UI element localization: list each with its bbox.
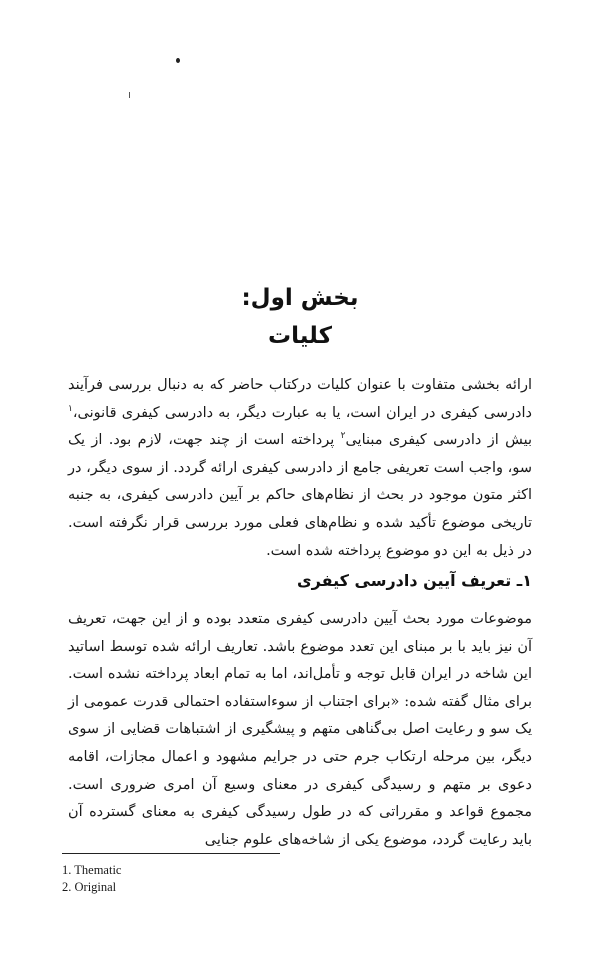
footnotes-list	[62, 862, 121, 896]
part-title: بخش اول:	[241, 285, 359, 311]
footnote-ref-2: ۲	[340, 431, 346, 442]
section-title: کلیات	[268, 323, 332, 349]
footnote-divider	[62, 853, 280, 854]
definition-paragraph: موضوعات مورد بحث آیین دادرسی کیفری متعدد بوده و از این جهت، تعریف آن نیز باید با بر مبنای این تعدد موضوع باشد. تعاریف ارائه شده توسط اساتید این شاخه در ایران قابل توجه و تأمل‌اند، اما به تمام ابعاد پرداخته نشده است. برای مثال گفته شده: «برای اجتناب از سوءاستفاده احتمالی قدرت عمومی از یک سو و رعایت اصل بی‌گناهی متهم و پیشگیری از اشتباهات قضایی از سوی دیگر، بین مرحله ارتکاب جرم حتی در جرایم مشهود و اعمال مجازات، اقامه دعوی بر متهم و رسیدگی کیفری در معنای وسیع آن امری ضروری است. مجموع قواعد و مقرراتی که در طول رسیدگی کیفری به معنای گسترده آن باید رعایت گردد، موضوع یکی از شاخه‌های علوم جنایی	[68, 611, 532, 848]
intro-text-3: پرداخته است از چند جهت، لازم بود. از یک سو، واجب است تعریفی جامع از دادرسی کیفری ارائه گردد. از سوی دیگر، در اکثر متون موجود در بحث از نظام‌های حاکم بر آیین دادرسی کیفری، به جنبه تاریخی موضوع تأکید شده و نظام‌های فعلی مورد بررسی قرار نگرفته است. در ذیل به این دو موضوع پرداخته شده است.	[68, 432, 532, 559]
intro-text-1: ارائه بخشی متفاوت با عنوان کلیات درکتاب حاضر که به دنبال بررسی فرآیند دادرسی کیفری در ایران است، یا به عبارت دیگر، به دادرسی کیفری قانونی،	[68, 377, 532, 421]
stray-tick-mark	[129, 92, 130, 98]
subsection-heading: ۱ـ تعریف آیین دادرسی کیفری	[297, 571, 532, 590]
intro-text-2: بیش از دادرسی کیفری مبنایی	[345, 432, 532, 449]
intro-paragraph	[68, 372, 532, 565]
footnote-item: 1. Thematic	[62, 863, 122, 877]
stray-dot-mark	[176, 58, 180, 63]
footnote-item: 2. Original	[62, 880, 117, 894]
footnote-ref-1: ۱	[68, 403, 73, 414]
section-headings	[0, 280, 600, 354]
